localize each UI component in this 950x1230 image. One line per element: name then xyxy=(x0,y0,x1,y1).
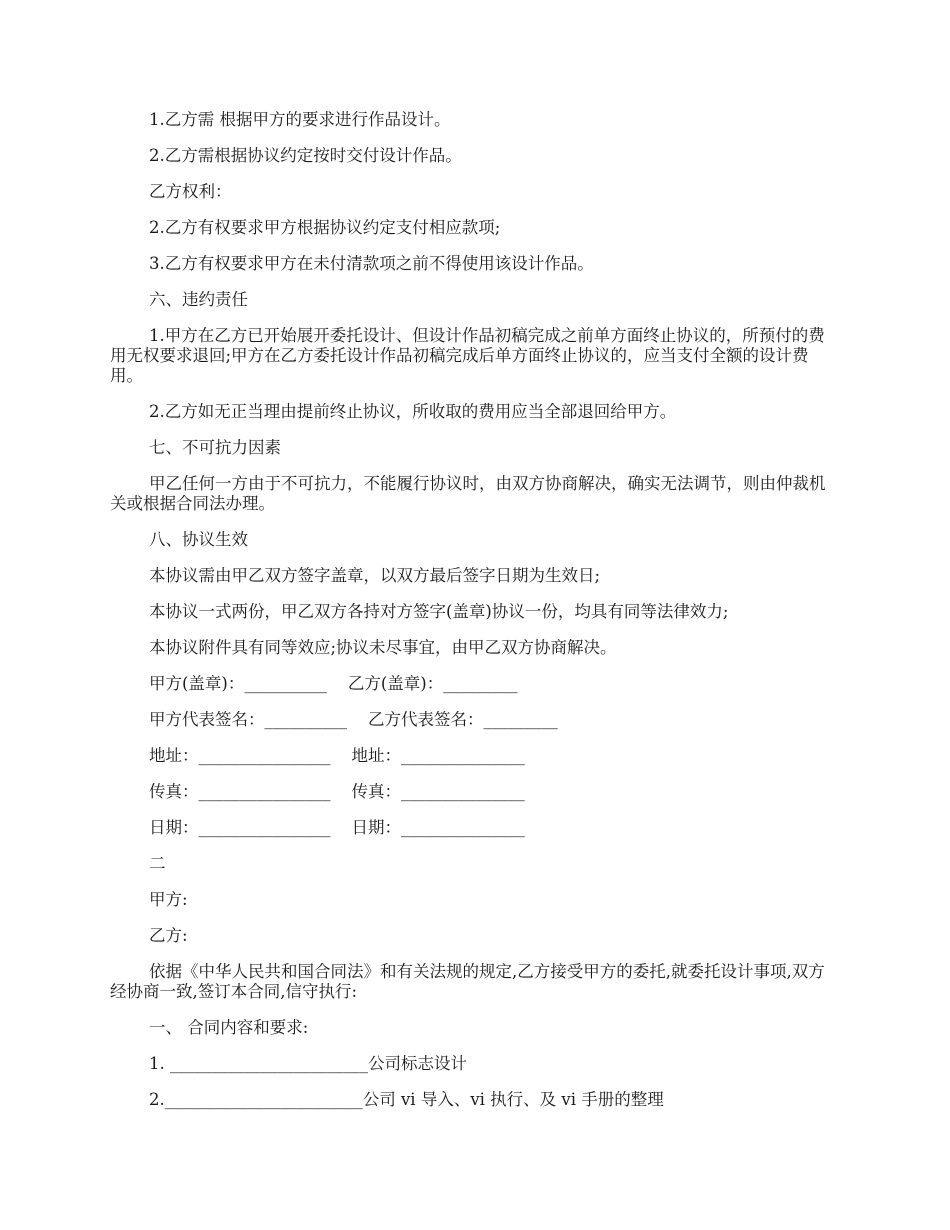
paragraph-4: 2.乙方有权要求甲方根据协议约定支付相应款项; xyxy=(149,218,501,237)
section-heading-breach: 六、违约责任 xyxy=(149,290,248,309)
paragraph-7: 1.甲方在乙方已开始展开委托设计、但设计作品初稿完成之前单方面终止协议的，所预付的费用无权要求退回;甲方在乙方委托设计作品初稿完成后单方面终止协议的，应当支付全额的设计费用。 xyxy=(110,326,825,385)
paragraph-13: 本协议一式两份，甲乙双方各持对方签字(盖章)协议一份，均具有同等法律效力; xyxy=(149,602,729,621)
paragraph-1: 1.乙方需 根据甲方的要求进行作品设计。 xyxy=(149,110,451,129)
signature-line-address: 地址：________________ 地址：_______________ xyxy=(149,746,525,765)
signature-line-representative: 甲方代表签名：__________ 乙方代表签名：_________ xyxy=(149,710,558,729)
section-number-two: 二 xyxy=(149,854,166,873)
section-heading-effect: 八、协议生效 xyxy=(149,530,248,549)
party-b-label: 乙方: xyxy=(149,926,188,945)
paragraph-8: 2.乙方如无正当理由提前终止协议，所收取的费用应当全部退回给甲方。 xyxy=(149,402,677,421)
contract-item-2: 2.________________________公司 vi 导入、vi 执行、及 vi 手册的整理 xyxy=(149,1090,664,1109)
section-heading-contract-content: 一、 合同内容和要求: xyxy=(149,1018,309,1037)
signature-line-date: 日期：________________ 日期：_______________ xyxy=(149,818,525,837)
paragraph-2: 2.乙方需根据协议约定按时交付设计作品。 xyxy=(149,146,462,165)
paragraph-10: 甲乙任何一方由于不可抗力，不能履行协议时，由双方协商解决，确实无法调节，则由仲裁机关或根据合同法办理。 xyxy=(110,474,826,513)
signature-line-fax: 传真：________________ 传真：_______________ xyxy=(149,782,525,801)
contract-preamble: 依据《中华人民共和国合同法》和有关法规的规定,乙方接受甲方的委托,就委托设计事项,双方经协商一致,签订本合同,信守执行: xyxy=(110,962,825,1001)
signature-line-seal: 甲方(盖章)：__________ 乙方(盖章)：_________ xyxy=(149,674,518,693)
section-heading-force-majeure: 七、不可抗力因素 xyxy=(149,438,281,457)
paragraph-3: 乙方权利： xyxy=(149,182,232,201)
paragraph-14: 本协议附件具有同等效应;协议未尽事宜，由甲乙双方协商解决。 xyxy=(149,638,617,657)
paragraph-5: 3.乙方有权要求甲方在未付清款项之前不得使用该设计作品。 xyxy=(149,254,594,273)
paragraph-12: 本协议需由甲乙双方签字盖章，以双方最后签字日期为生效日; xyxy=(149,566,601,585)
document-page xyxy=(110,110,840,1126)
party-a-label: 甲方: xyxy=(149,890,188,909)
contract-item-1: 1. ________________________公司标志设计 xyxy=(149,1054,467,1073)
